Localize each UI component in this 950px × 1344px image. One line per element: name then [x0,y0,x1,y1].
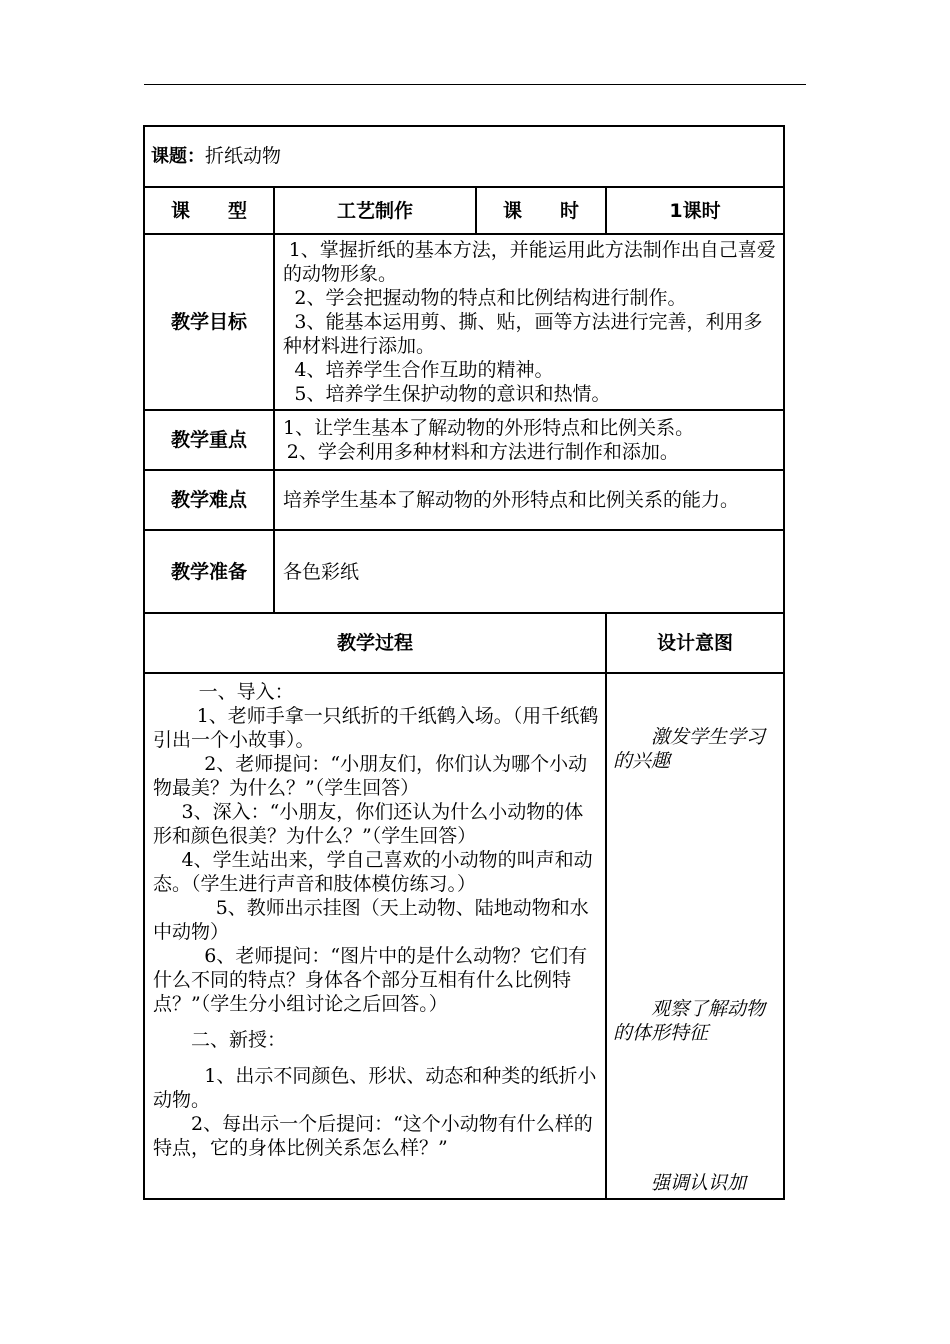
process-cell [144,673,606,1199]
difficulty-text: 培养学生基本了解动物的外形特点和比例关系的能力。 [274,470,784,530]
hours-value: 1课时 [606,187,784,234]
process-row [144,673,784,1199]
hours-label: 课 时 [476,187,606,234]
objective-line: 1、掌握折纸的基本方法，并能运用此方法制作出自己喜爱的动物形象。 [283,239,776,285]
keypoints-cell [274,410,784,470]
process-line: 一、导入： [198,681,294,703]
keypoint-line: 1、让学生基本了解动物的外形特点和比例关系。 [283,417,695,439]
process-header: 教学过程 [144,613,606,673]
intent-line: 强调认识加 [651,1172,747,1194]
keypoints-label: 教学重点 [144,410,274,470]
preparation-label: 教学准备 [144,530,274,613]
keypoint-line: 2、学会利用多种材料和方法进行制作和添加。 [286,441,679,463]
header-rule [144,84,806,85]
process-header-row [144,613,784,673]
objective-line: 3、能基本运用剪、撕、贴，画等方法进行完善，利用多种材料进行添加。 [283,311,763,357]
type-label: 课 型 [144,187,274,234]
title-row [144,126,784,187]
objectives-row [144,234,784,410]
process-line: 2、老师提问：“小朋友们，你们认为哪个小动物最美？为什么？”（学生回答） [153,753,588,799]
process-line: 1、出示不同颜色、形状、动态和种类的纸折小动物。 [153,1065,597,1111]
difficulty-label: 教学难点 [144,470,274,530]
intent-header: 设计意图 [606,613,784,673]
title-value: 折纸动物 [205,145,282,167]
process-line: 5、教师出示挂图（天上动物、陆地动物和水中动物） [153,897,589,943]
objective-line: 2、学会把握动物的特点和比例结构进行制作。 [294,287,687,309]
title-cell [144,126,784,187]
type-row [144,187,784,234]
intent-line: 激发学生学习的兴趣 [613,726,766,772]
objectives-cell [274,234,784,410]
type-value: 工艺制作 [274,187,476,234]
process-line: 1、老师手拿一只纸折的千纸鹤入场。（用千纸鹤引出一个小故事）。 [153,705,599,751]
keypoints-row [144,410,784,470]
intent-line: 观察了解动物的体形特征 [613,998,766,1044]
objective-line: 4、培养学生合作互助的精神。 [294,359,554,381]
lesson-plan-table [143,125,785,1200]
preparation-row [144,530,784,613]
objectives-label: 教学目标 [144,234,274,410]
title-label: 课题： [151,146,205,167]
process-line: 二、新授： [191,1029,287,1051]
preparation-text: 各色彩纸 [274,530,784,613]
intent-cell [606,673,784,1199]
process-line: 2、每出示一个后提问：“这个小动物有什么样的特点，它的身体比例关系怎么样？” [153,1113,593,1159]
process-line: 3、深入：“小朋友，你们还认为什么小动物的体形和颜色很美？为什么？”（学生回答） [153,801,584,847]
difficulty-row [144,470,784,530]
objective-line: 5、培养学生保护动物的意识和热情。 [294,383,611,405]
process-line: 6、老师提问：“图片中的是什么动物？它们有什么不同的特点？身体各个部分互相有什么比例特点？”（学生分小组讨论之后回答。） [153,945,588,1015]
process-line: 4、学生站出来，学自己喜欢的小动物的叫声和动态。（学生进行声音和肢体模仿练习。） [153,849,593,895]
